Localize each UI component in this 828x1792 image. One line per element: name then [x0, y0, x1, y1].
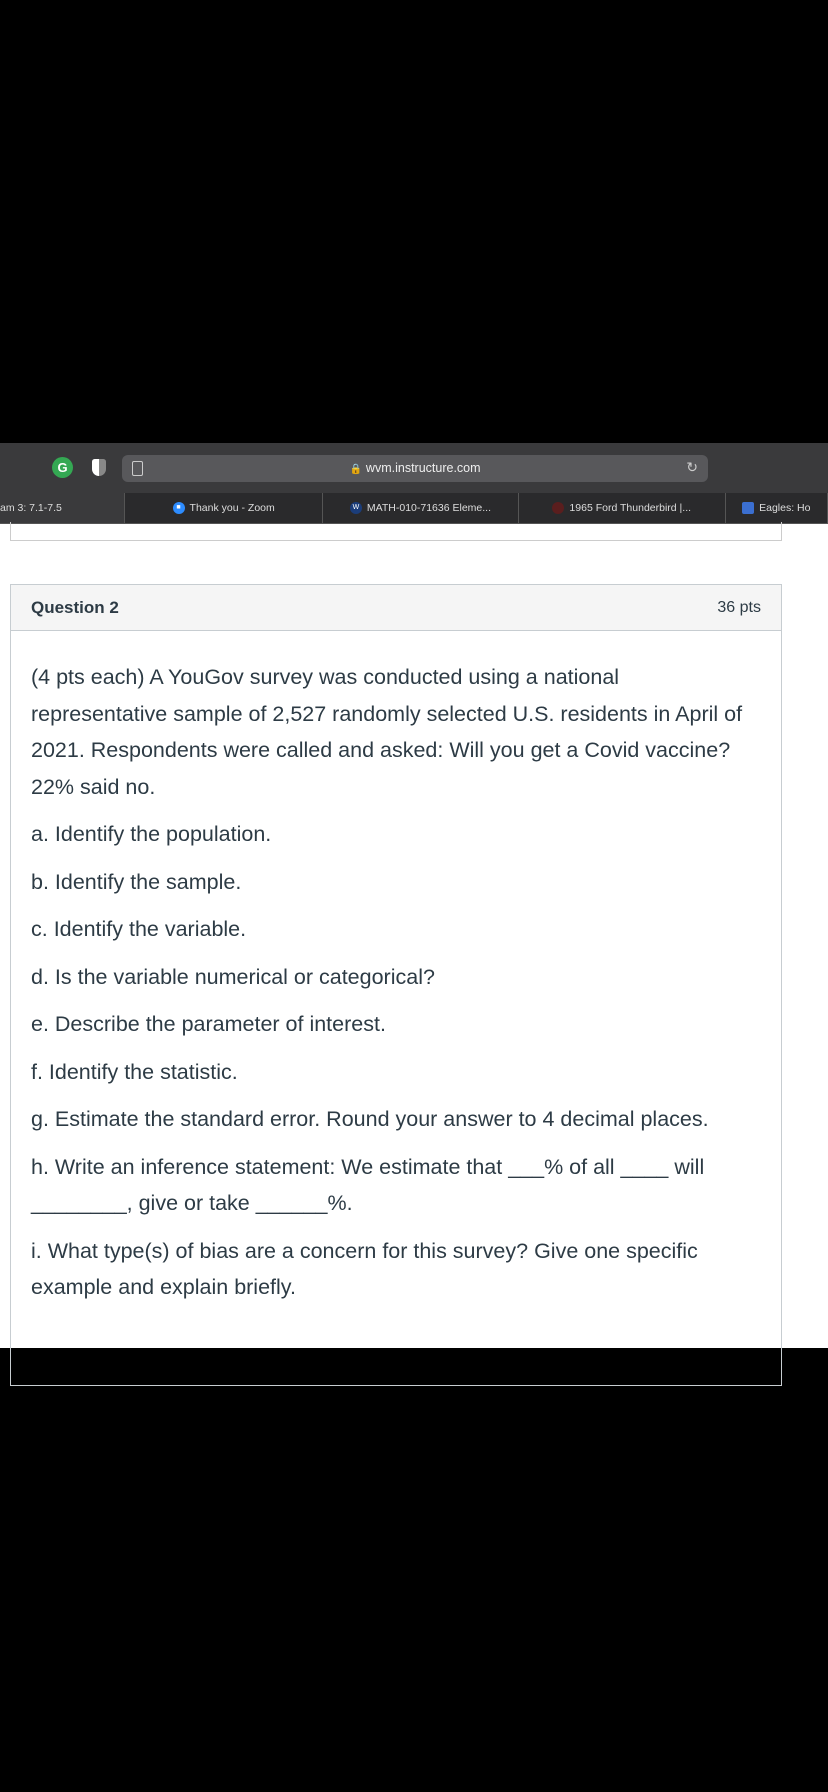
question-item-c: c. Identify the variable.: [31, 917, 247, 941]
question-item-a: a. Identify the population.: [31, 822, 272, 846]
tab-math[interactable]: [323, 493, 519, 523]
tab-exam[interactable]: [0, 493, 125, 523]
question-item-e: e. Describe the parameter of interest.: [31, 1012, 386, 1036]
site-icon: [552, 502, 564, 514]
tab-label: am 3: 7.1-7.5: [0, 502, 62, 514]
tab-label: 1965 Ford Thunderbird |...: [569, 502, 692, 514]
question-intro: (4 pts each) A YouGov survey was conducted using a national representative sample of 2,527 randomly selected U.S. residents in April of 2021. Respondents were called and asked: Will you get a Covid vaccine? 22% said no.: [31, 665, 743, 799]
tab-label: Eagles: Ho: [759, 502, 811, 514]
grammarly-extension-icon[interactable]: G: [52, 457, 73, 478]
tab-thunderbird[interactable]: [519, 493, 726, 523]
tab-bar: [0, 493, 828, 524]
question-header: [11, 585, 781, 631]
tab-label: MATH-010-71636 Eleme...: [366, 502, 491, 514]
question-body: [11, 631, 781, 1306]
previous-question-card: [10, 522, 782, 541]
address-bar[interactable]: [122, 455, 708, 482]
eagles-icon: [742, 502, 754, 514]
question-card: [10, 584, 782, 1386]
question-points: 36 pts: [717, 598, 761, 616]
url-text: [122, 461, 708, 475]
question-item-h: h. Write an inference statement: We estimate that ___% of all ____ will ________, give or take ______%.: [31, 1154, 705, 1215]
tab-label: Thank you - Zoom: [189, 502, 275, 514]
question-item-b: b. Identify the sample.: [31, 869, 242, 894]
w-logo-icon: W: [350, 502, 362, 514]
tab-eagles[interactable]: [726, 493, 828, 523]
tab-zoom[interactable]: [125, 493, 323, 523]
shield-icon[interactable]: [92, 459, 106, 476]
page-content: [0, 524, 828, 1348]
lock-icon: 🔒: [349, 464, 362, 475]
question-item-f: f. Identify the statistic.: [31, 1059, 238, 1084]
reload-icon[interactable]: ↻: [686, 459, 698, 475]
question-item-i: i. What type(s) of bias are a concern for this survey? Give one specific example and explain briefly.: [31, 1238, 698, 1299]
zoom-icon: ■: [173, 502, 185, 514]
question-item-g: g. Estimate the standard error. Round your answer to 4 decimal places.: [31, 1107, 709, 1131]
url: wvm.instructure.com: [365, 461, 481, 475]
question-item-d: d. Is the variable numerical or categorical?: [31, 964, 435, 989]
question-title: Question 2: [31, 597, 119, 617]
